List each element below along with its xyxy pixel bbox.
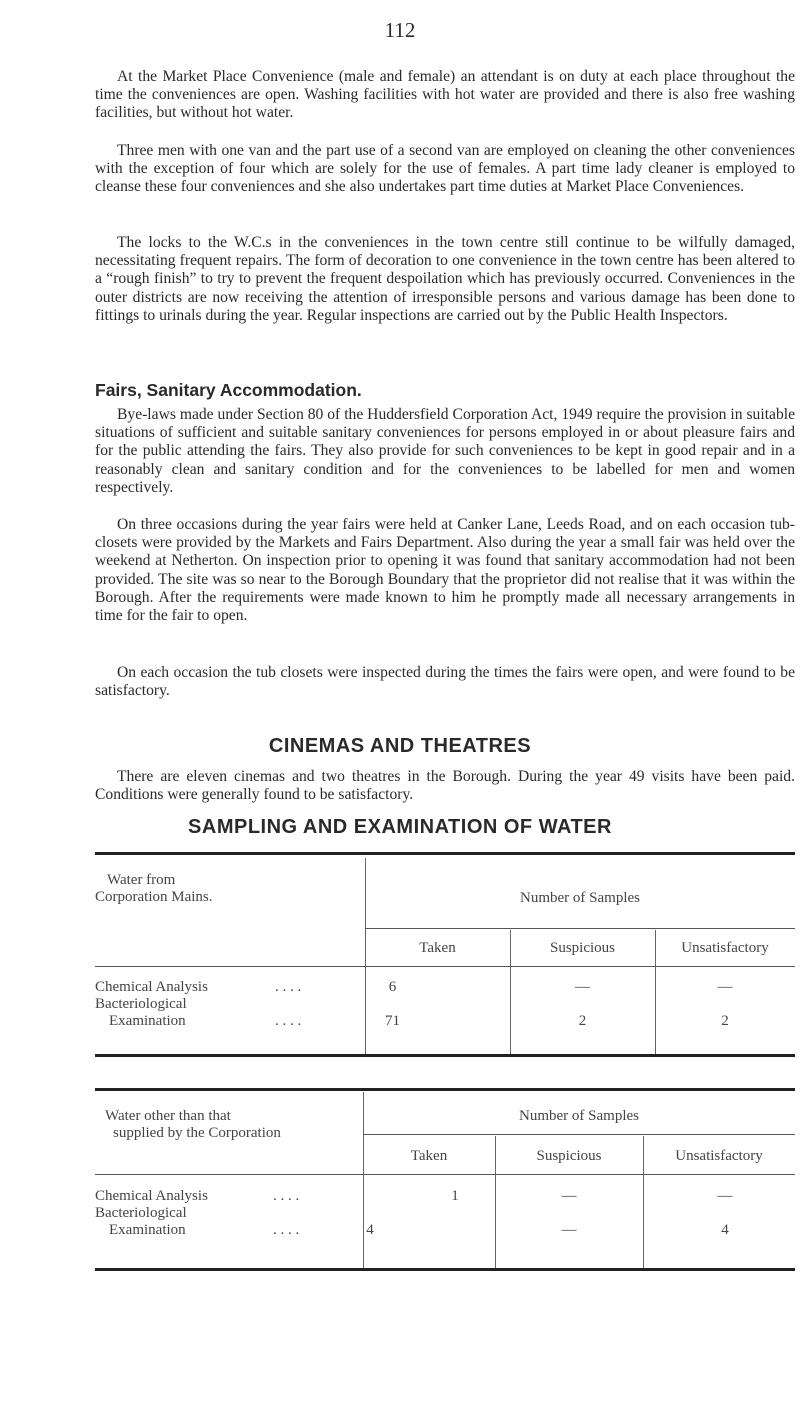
row-label-bacteriological: Bacteriological — [95, 1205, 187, 1221]
row-label-chemical: Chemical Analysis — [95, 979, 208, 995]
column-header-suspicious: Suspicious — [549, 940, 615, 956]
cell-taken: 6 — [388, 979, 397, 995]
cell-unsatisfactory: 2 — [721, 1013, 729, 1029]
table-top-rule — [95, 1088, 795, 1091]
header-bottom-rule — [95, 966, 795, 967]
paragraph-locks-damage: The locks to the W.C.s in the conveniences in the town centre still continue to be wilfully damaged, necessitating frequent repairs. The form of decoration to one convenience in the town centre has been altered to a “rough finish” to try to prevent the frequent despoilation which has previously occurred. Conveniences in the outer districts are now receiving the attention of irresponsible persons and various damage has been done to fittings to urinals during the year. Regular inspections are carried out by the Public Health Inspectors. — [95, 234, 795, 324]
cell-taken: 1 — [451, 1188, 459, 1204]
heading-water: SAMPLING AND EXAMINATION OF WATER — [188, 816, 612, 838]
cell-suspicious: — — [561, 1188, 577, 1204]
paragraph-bye-laws: Bye-laws made under Section 80 of the Huddersfield Corporation Act, 1949 require the provision in suitable situations of sufficient and suitable sanitary conveniences for persons employed in or about pleasure fairs and for the public attending the fairs. They also provide for such conveniences to be kept in good repair and in a reasonably clean and sanitary condition and for the conveniences to be labelled for men and women respectively. — [95, 406, 795, 496]
header-bottom-rule — [95, 1174, 795, 1175]
leader-dots: . . . . — [275, 1013, 302, 1029]
group-header: Number of Samples — [519, 1108, 639, 1124]
leader-dots: . . . . — [273, 1222, 300, 1238]
column-header-suspicious: Suspicious — [536, 1148, 602, 1164]
heading-fairs: Fairs, Sanitary Accommodation. — [95, 380, 362, 400]
cell-unsatisfactory: 4 — [721, 1222, 729, 1238]
cell-suspicious: — — [575, 979, 590, 995]
paragraph-market-place: At the Market Place Convenience (male and female) an attendant is on duty at each place throughout the time the conveniences are open. Washing facilities with hot water are provided and there is also free washing facilities, but without hot water. — [95, 68, 795, 122]
column-header-unsatisfactory: Unsatisfactory — [681, 940, 769, 956]
table-corner-label: Water from — [107, 872, 176, 888]
row-label-examination: Examination — [109, 1222, 186, 1238]
table-corner-label: Water other than that — [105, 1108, 231, 1124]
cell-unsatisfactory: — — [717, 1188, 733, 1204]
table-bottom-rule — [95, 1268, 795, 1271]
leader-dots: . . . . — [273, 1188, 300, 1204]
table-top-rule — [95, 852, 795, 855]
cell-suspicious: 2 — [578, 1013, 587, 1029]
water-mains-table — [95, 852, 795, 1062]
column-header-taken: Taken — [419, 940, 456, 956]
column-header-unsatisfactory: Unsatisfactory — [675, 1148, 763, 1164]
cell-taken: 71 — [385, 1013, 400, 1029]
paragraph-cleaning-staff: Three men with one van and the part use of a second van are employed on cleaning the other conveniences with the exception of four which are solely for the use of females. A part time lady cleaner is employed to cleanse these four conveniences and she also undertakes part time duties at Market Place Conveniences. — [95, 142, 795, 196]
table-bottom-rule — [95, 1054, 795, 1057]
group-header: Number of Samples — [520, 890, 640, 906]
column-header-taken: Taken — [410, 1148, 448, 1164]
header-divider — [365, 928, 795, 929]
row-label-bacteriological: Bacteriological — [95, 996, 187, 1012]
cell-unsatisfactory: — — [717, 979, 733, 995]
leader-dots: . . . . — [275, 979, 302, 995]
table-corner-label: Corporation Mains. — [95, 889, 213, 905]
table-corner-label: supplied by the Corporation — [113, 1125, 281, 1141]
paragraph-inspections: On each occasion the tub closets were inspected during the times the fairs were open, and were found to be satisfactory. — [95, 664, 795, 700]
cell-suspicious: — — [561, 1222, 577, 1238]
paragraph-cinemas: There are eleven cinemas and two theatres in the Borough. During the year 49 visits have been paid. Conditions were generally found to be satisfactory. — [95, 768, 795, 804]
row-label-chemical: Chemical Analysis — [95, 1188, 208, 1204]
heading-cinemas: CINEMAS AND THEATRES — [268, 735, 532, 757]
page-number: 112 — [384, 18, 416, 42]
row-label-examination: Examination — [109, 1013, 186, 1029]
header-divider — [363, 1134, 795, 1135]
other-water-table — [95, 1088, 795, 1274]
paragraph-fairs-held: On three occasions during the year fairs were held at Canker Lane, Leeds Road, and on each occasion tub-closets were provided by the Markets and Fairs Department. Also during the year a small fair was held over the weekend at Netherton. On inspection prior to opening it was found that sanitary accommodation had not been provided. The site was so near to the Borough Boundary that the proprietor did not realise that it was within the Borough. After the requirements were made known to him he promptly made all necessary arrangements in time for the fair to open. — [95, 516, 795, 625]
cell-taken: 4 — [366, 1222, 374, 1238]
